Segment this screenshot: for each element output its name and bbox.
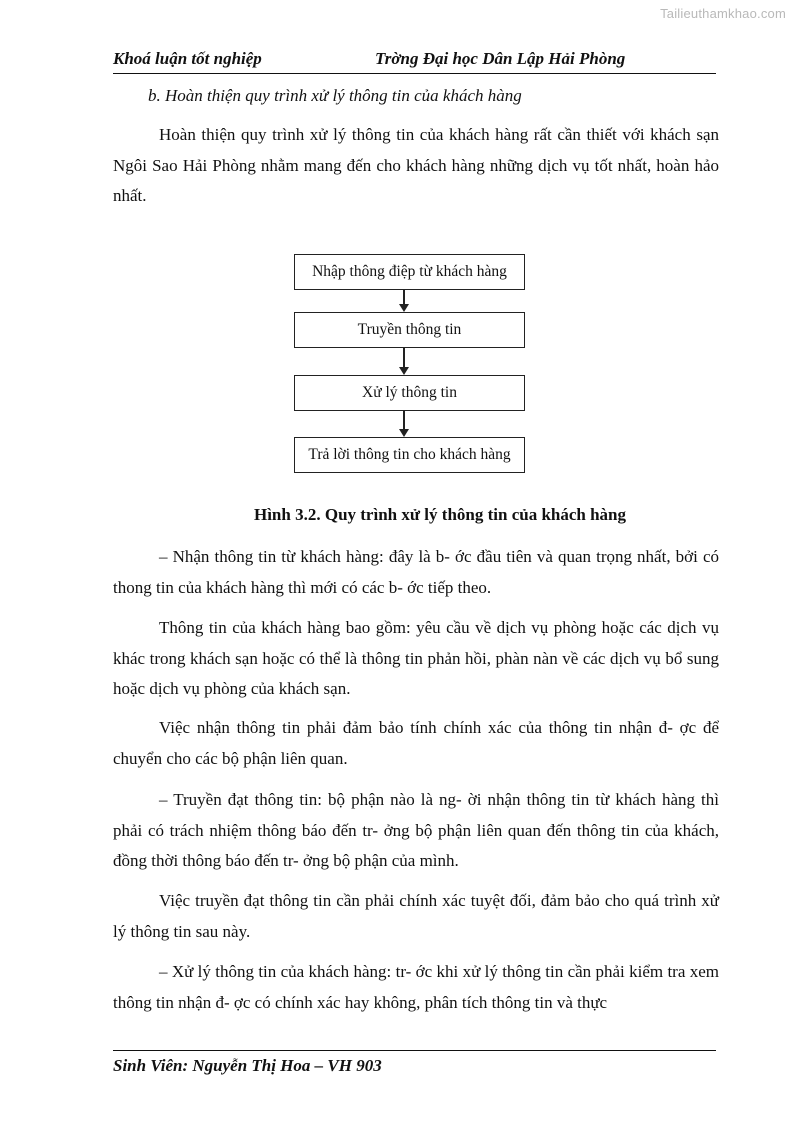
body-paragraph-2 [113,613,719,705]
flow-arrow-3 [403,410,405,429]
flow-arrowhead-3 [399,429,409,437]
paragraph-text: Việc nhận thông tin phải đảm bảo tính chính xác của thông tin nhận đ- ợc để chuyển cho các bộ phận liên quan. [113,718,719,768]
flow-arrow-2 [403,347,405,367]
paragraph-text: Việc truyền đạt thông tin cần phải chính xác tuyệt đối, đảm bảo cho quá trình xử lý thông tin sau này. [113,891,719,941]
footer-divider [113,1050,716,1051]
flow-step-4: Trả lời thông tin cho khách hàng [294,437,525,473]
flow-arrowhead-1 [399,304,409,312]
body-paragraph-1 [113,542,719,603]
paragraph-text: – Truyền đạt thông tin: bộ phận nào là ng- ời nhận thông tin từ khách hàng thì phải có trách nhiệm thông báo đến tr- ởng bộ phận liên quan đến thông tin của khách, đồng thời thông báo đến tr- ởng bộ phận của mình. [113,790,719,870]
body-paragraph-3 [113,713,719,774]
figure-caption: Hình 3.2. Quy trình xử lý thông tin của khách hàng [253,505,627,524]
paragraph-text: – Nhận thông tin từ khách hàng: đây là b- ớc đầu tiên và quan trọng nhất, bởi có thong tin của khách hàng thì mới có các b- ớc tiếp theo. [113,547,719,597]
page-footer: Sinh Viên: Nguyễn Thị Hoa – VH 903 [113,1056,382,1075]
intro-paragraph [113,120,719,212]
header-right: Trờng Đại học Dân Lập Hải Phòng [375,49,626,68]
body-paragraph-4 [113,785,719,877]
paragraph-text: – Xử lý thông tin của khách hàng: tr- ớc khi xử lý thông tin cần phải kiểm tra xem thông tin nhận đ- ợc có chính xác hay không, phân tích thông tin và thực [113,962,719,1012]
flow-step-1: Nhập thông điệp từ khách hàng [294,254,525,290]
flow-step-2: Truyền thông tin [294,312,525,348]
body-paragraph-6 [113,957,719,1018]
paragraph-text: Thông tin của khách hàng bao gồm: yêu cầu về dịch vụ phòng hoặc các dịch vụ khác trong khách sạn hoặc có thể là thông tin phản hồi, phàn nàn về các dịch vụ bổ sung hoặc dịch vụ phòng của khách sạn. [113,618,719,698]
watermark: Tailieuthamkhao.com [660,6,786,21]
intro-text: Hoàn thiện quy trình xử lý thông tin của khách hàng rất cần thiết với khách sạn Ngôi Sao Hải Phòng nhằm mang đến cho khách hàng những dịch vụ tốt nhất, hoàn hảo nhất. [113,125,719,205]
header-left: Khoá luận tốt nghiệp [113,49,262,68]
flow-arrowhead-2 [399,367,409,375]
flow-step-3: Xử lý thông tin [294,375,525,411]
page-header [113,49,716,74]
body-paragraph-5 [113,886,719,947]
section-subheading: b. Hoàn thiện quy trình xử lý thông tin của khách hàng [148,86,522,105]
flow-arrow-1 [403,289,405,304]
